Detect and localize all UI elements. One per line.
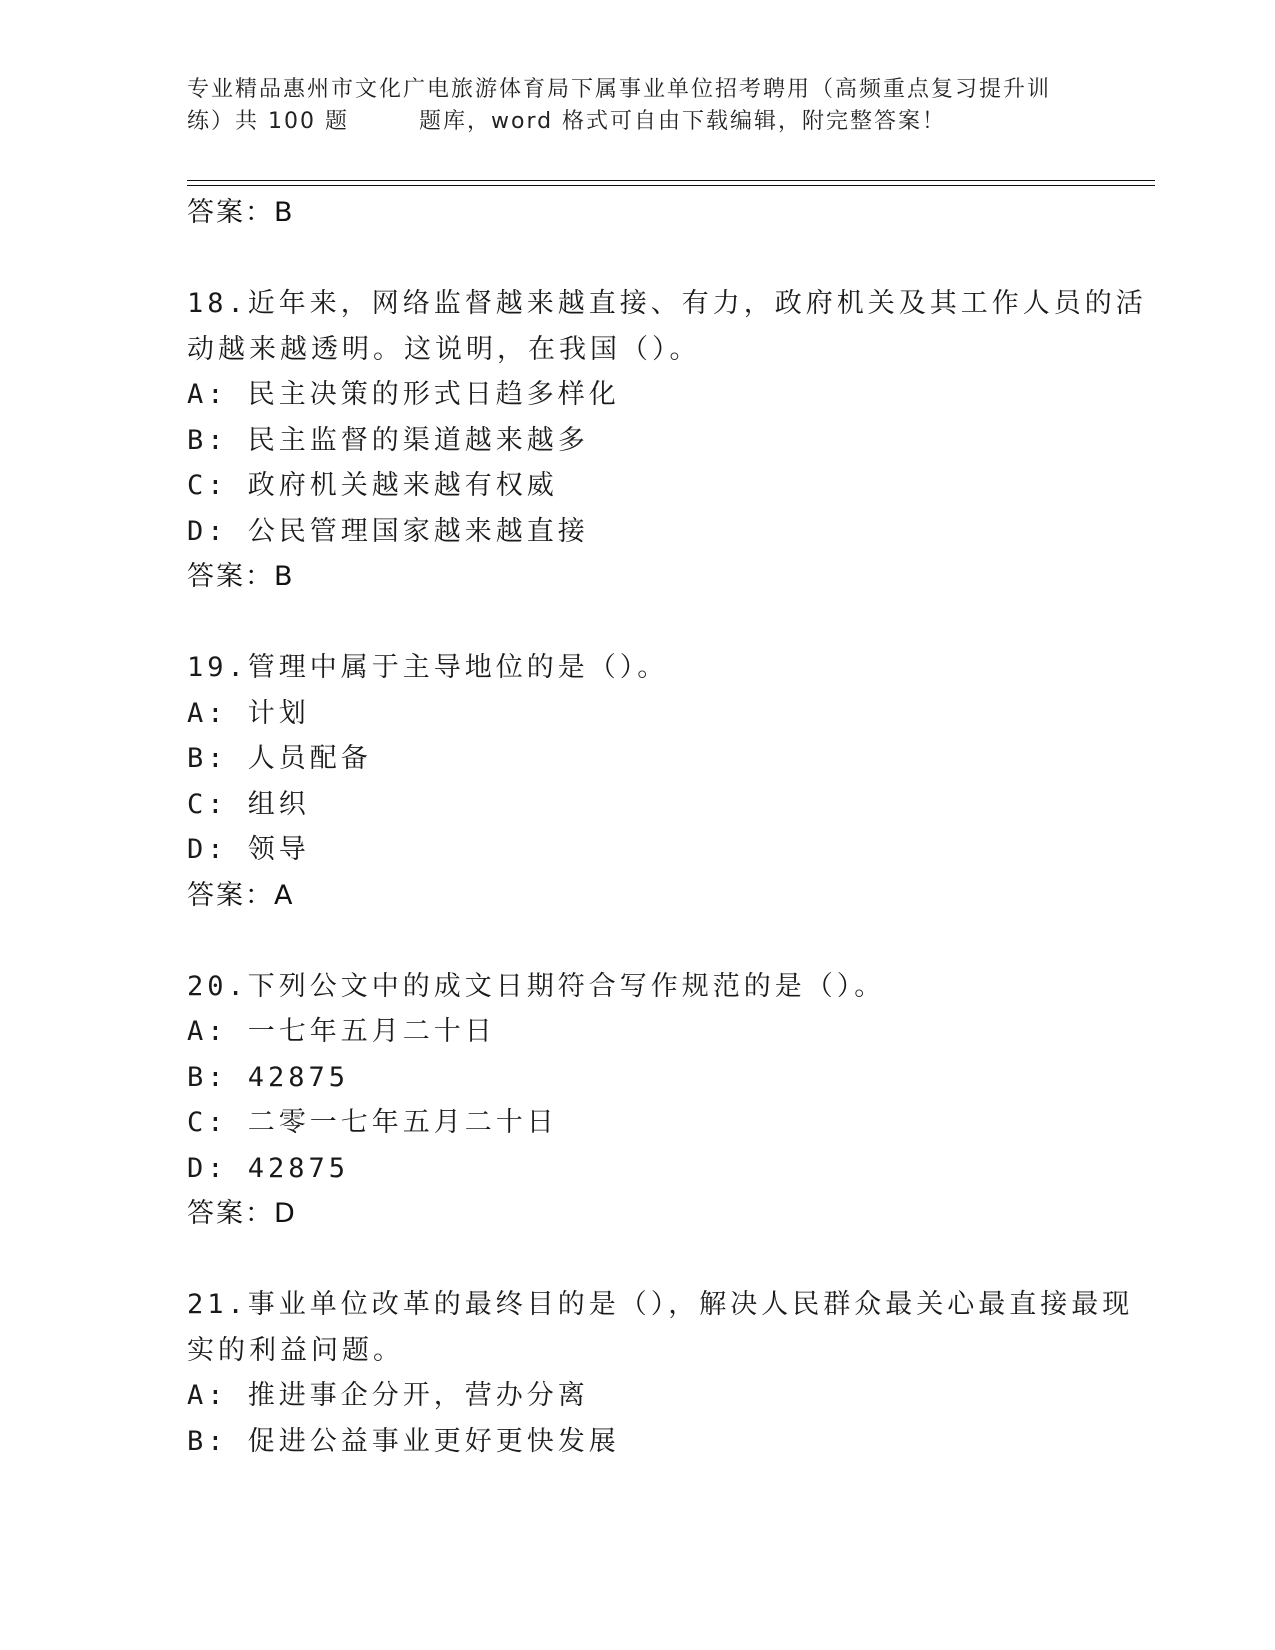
page-header bbox=[187, 74, 1087, 138]
question-text-line: D: 领导 bbox=[187, 834, 310, 865]
question-text-line: B: 促进公益事业更好更快发展 bbox=[187, 1425, 620, 1457]
question-text-line: 实的利益问题。 bbox=[187, 1334, 404, 1366]
answer-line: 答案：D bbox=[187, 1198, 297, 1229]
answer-line: 答案：B bbox=[187, 561, 295, 592]
header-title-line-2 bbox=[187, 106, 1087, 138]
blank-line bbox=[187, 236, 1087, 282]
question-text-line: 20.下列公文中的成文日期符合写作规范的是（）。 bbox=[187, 970, 886, 1002]
question-text-line: B: 民主监督的渠道越来越多 bbox=[187, 424, 589, 456]
header-title-part-1: 练）共 100 题 bbox=[187, 109, 349, 134]
question-text-line: C: 二零一七年五月二十日 bbox=[187, 1107, 558, 1138]
question-list bbox=[187, 190, 1147, 1464]
answer-line: 答案：B bbox=[187, 197, 295, 228]
answer-line: 答案：A bbox=[187, 879, 295, 911]
question-text-line: A: 推进事企分开，营办分离 bbox=[187, 1380, 589, 1411]
question-text-line: B: 人员配备 bbox=[187, 743, 372, 774]
question-text-line: 21.事业单位改革的最终目的是（），解决人民群众最关心最直接最现 bbox=[187, 1289, 1134, 1320]
question-text-line: D: 公民管理国家越来越直接 bbox=[187, 515, 589, 547]
blank-line bbox=[187, 600, 1087, 646]
question-text-line: D: 42875 bbox=[187, 1152, 350, 1184]
question-text-line: 18.近年来，网络监督越来越直接、有力，政府机关及其工作人员的活 bbox=[187, 288, 1147, 319]
header-title-part-2: 题库，word 格式可自由下载编辑，附完整答案！ bbox=[418, 109, 947, 134]
header-divider-top bbox=[187, 180, 1155, 181]
header-title-line-1: 专业精品惠州市文化广电旅游体育局下属事业单位招考聘用（高频重点复习提升训 bbox=[187, 77, 1052, 102]
question-text-line: B: 42875 bbox=[187, 1061, 350, 1093]
question-text-line: A: 计划 bbox=[187, 697, 310, 729]
blank-line bbox=[187, 918, 1087, 964]
blank-line bbox=[187, 1237, 1087, 1283]
header-divider-bottom bbox=[187, 185, 1155, 186]
question-text-line: A: 民主决策的形式日趋多样化 bbox=[187, 379, 620, 410]
question-text-line: C: 政府机关越来越有权威 bbox=[187, 470, 558, 501]
question-text-line: 19.管理中属于主导地位的是（）。 bbox=[187, 652, 669, 683]
question-text-line: A: 一七年五月二十日 bbox=[187, 1016, 496, 1047]
question-text-line: 动越来越透明。这说明，在我国（）。 bbox=[187, 333, 701, 365]
question-text-line: C: 组织 bbox=[187, 788, 310, 820]
